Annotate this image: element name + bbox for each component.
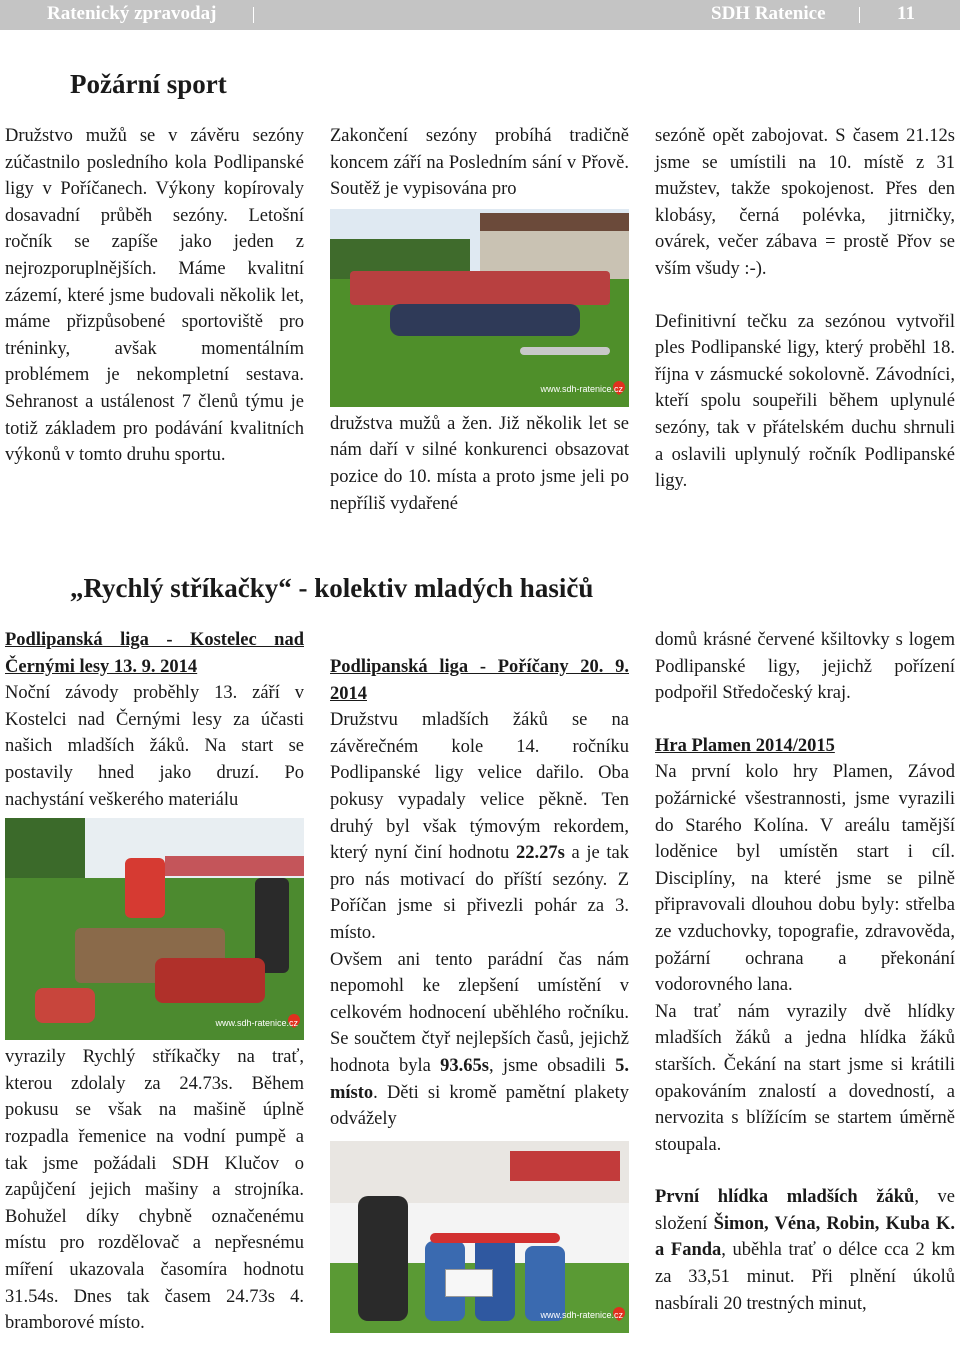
photo-plaque: [445, 1269, 493, 1297]
photo-watermark: www.sdh-ratenice.cz: [215, 1017, 298, 1028]
paragraph: První hlídka mladších žáků, ve složení Šimon, Véna, Robin, Kuba K. a Fanda, uběhla trať o délce cca 2 km za 33,51 minut. Při plnění úkolů nasbírali 20 trestných minut,: [655, 1187, 955, 1314]
photo-red-caps: [430, 1233, 560, 1243]
page-header: [0, 0, 960, 30]
record-time: 22.27s: [515, 843, 565, 864]
subheading-poricany: Podlipanská liga - Poříčany 20. 9. 2014: [330, 657, 629, 704]
final-place: 5. místo: [330, 1055, 630, 1103]
paragraph: domů krásné červené kšiltovky s logem Podlipanské ligy, jejichž pořízení podpořil Středočeský kraj.: [655, 630, 955, 704]
photo-kids-working: [155, 958, 265, 1003]
paragraph: Ovšem ani tento parádní čas nám nepomohl ke zlepšení umístění v celkovém hodnocení uběhlého ročníku. Se součtem čtyř nejlepších časů, jejichž hodnota byla 93.65s, jsme obsadili 5. místo. Děti si kromě pamětní plakety odvážely: [330, 949, 630, 1130]
article-column-3: [655, 123, 955, 495]
article-column-1: [5, 123, 304, 469]
photo-kid: [35, 988, 95, 1023]
header-left-title: Ratenický zpravodaj: [47, 3, 217, 24]
section-title-pozarni-sport: Požární sport: [70, 69, 227, 99]
paragraph: Družstvu mladších žáků se na závěrečném kole 14. ročníku Podlipanské ligy velice dařilo. Oba pokusy vypadaly velice pěkně. Ten druhý byl však týmovým rekordem, který nyní činí hodnotu 22.27s a je tak pro nás motivací do příští sezóny. Z Poříčan jsme si přivezli pohár za 3. místo.: [330, 710, 629, 943]
paragraph: družstva mužů a žen. Již několik let se nám daří v silné konkurenci obsazovat pozice do 10. místa a proto jsme jeli po nepříliš vydařené: [330, 413, 629, 514]
photo-banner: [165, 856, 304, 876]
photo-watermark: www.sdh-ratenice.cz: [540, 1310, 623, 1321]
photo-competitors: [390, 304, 580, 336]
photo-vehicle: [510, 1151, 620, 1181]
paragraph: Družstvo mužů se v závěru sezóny zúčastnilo posledního kola Podlipanské ligy v Poříčanech. Výkony kopírovaly dosavadní průběh sezóny. Letošní ročník se zapíše jako jeden z nejrozporuplnějších. Máme kvalitní zázemí, které jsme budovali několik let, máme přizpůsobené sportoviště pro tréninky, avšak momentálním problémem je nekompletní sestava. Sehranost a ustálenost 7 členů týmu je totiž základem pro podávání kvalitních výkonů v tomto druhu sportu.: [5, 126, 304, 466]
photo-roof: [480, 213, 629, 231]
paragraph: Zakončení sezóny probíhá tradičně koncem září na Posledním sání v Přově. Soutěž je vypisována pro: [330, 126, 629, 200]
subheading-hra-plamen: Hra Plamen 2014/2015: [655, 735, 835, 756]
header-separator: [859, 7, 860, 23]
photo-men-team-competition: [330, 209, 629, 407]
header-separator: [253, 7, 254, 23]
sum-time: 93.65s: [440, 1055, 489, 1076]
photo-watermark: www.sdh-ratenice.cz: [540, 384, 623, 395]
photo-adult-red: [125, 858, 165, 918]
article-column-1: [5, 627, 304, 1337]
subheading-kostelec: Podlipanská liga - Kostelec nad Černými lesy 13. 9. 2014: [5, 630, 304, 677]
paragraph: Definitivní tečku za sezónou vytvořil ples Podlipanské ligy, který proběhl 18. října v zásmucké sokolovně. Závodníci, kteří spolu soupeřili během uplynulé sezóny, tak v přátelském duchu shrnuli a oslavili uplynulý ročník Podlipanské ligy.: [655, 311, 955, 492]
article-column-2: [330, 123, 629, 517]
paragraph: Na trať nám vyrazily dvě hlídky mladších žáků a jedna hlídka žáků starších. Čekání na start jsme si krátili opakováním znalostí a dovedností, a nervozita s blížícím se startem úměrně stoupala.: [655, 1001, 955, 1155]
paragraph: Na první kolo hry Plamen, Závod požárnické všestrannosti, jsme vyrazili do Starého Kolína. V areálu tamější loděnice byl umístěn start i cíl. Disciplíny, na které jsme se pilně připravovali dlouhou dobu byly: střelba ze vzduchovky, topografie, zdravověda, požární ochrana a překonání vodorovného lana.: [655, 762, 955, 996]
paragraph: vyrazily Rychlý stříkačky na trať, kterou zdolaly za 24.73s. Během pokusu se však na mašině úplně rozpadla řemenice na vodní pumpě a tak jsme požádali SDH Klučov o zapůjčení jejich mašiny a strojníka. Bohužel díky chybně označenému místu pro rozdělovač a nepřesnému míření ukazovala časomíra hodnotu 31.54s. Dnes tak časem 24.73s 4. bramborové místo.: [5, 1047, 304, 1334]
article-column-2: [330, 654, 629, 1333]
page-number: 11: [897, 3, 915, 24]
article-column-3: [655, 627, 955, 1317]
photo-adult: [358, 1196, 408, 1321]
header-right-title: SDH Ratenice: [711, 3, 826, 24]
photo-kids-with-plaque: [330, 1141, 629, 1333]
photo-young-firefighters-kostelec: [5, 818, 304, 1040]
photo-hose: [520, 347, 610, 355]
photo-crowd: [350, 271, 610, 305]
section-title-rychly-strikacky: „Rychlý stříkačky“ - kolektiv mladých hasičů: [70, 573, 594, 603]
paragraph: Noční závody proběhly 13. září v Kostelci nad Černými lesy za účasti našich mladších žáků. Na start se postavily hned jako druzí. Po nachystání veškerého materiálu: [5, 683, 304, 810]
paragraph: sezóně opět zabojovat. S časem 21.12s jsme se umístili na 10. místě z 31 mužstev, takže spokojenost. Přes den klobásy, černá polévka, jitrničky, ovárek, večer zábava = prostě Přov se vším všudy :-).: [655, 126, 955, 279]
